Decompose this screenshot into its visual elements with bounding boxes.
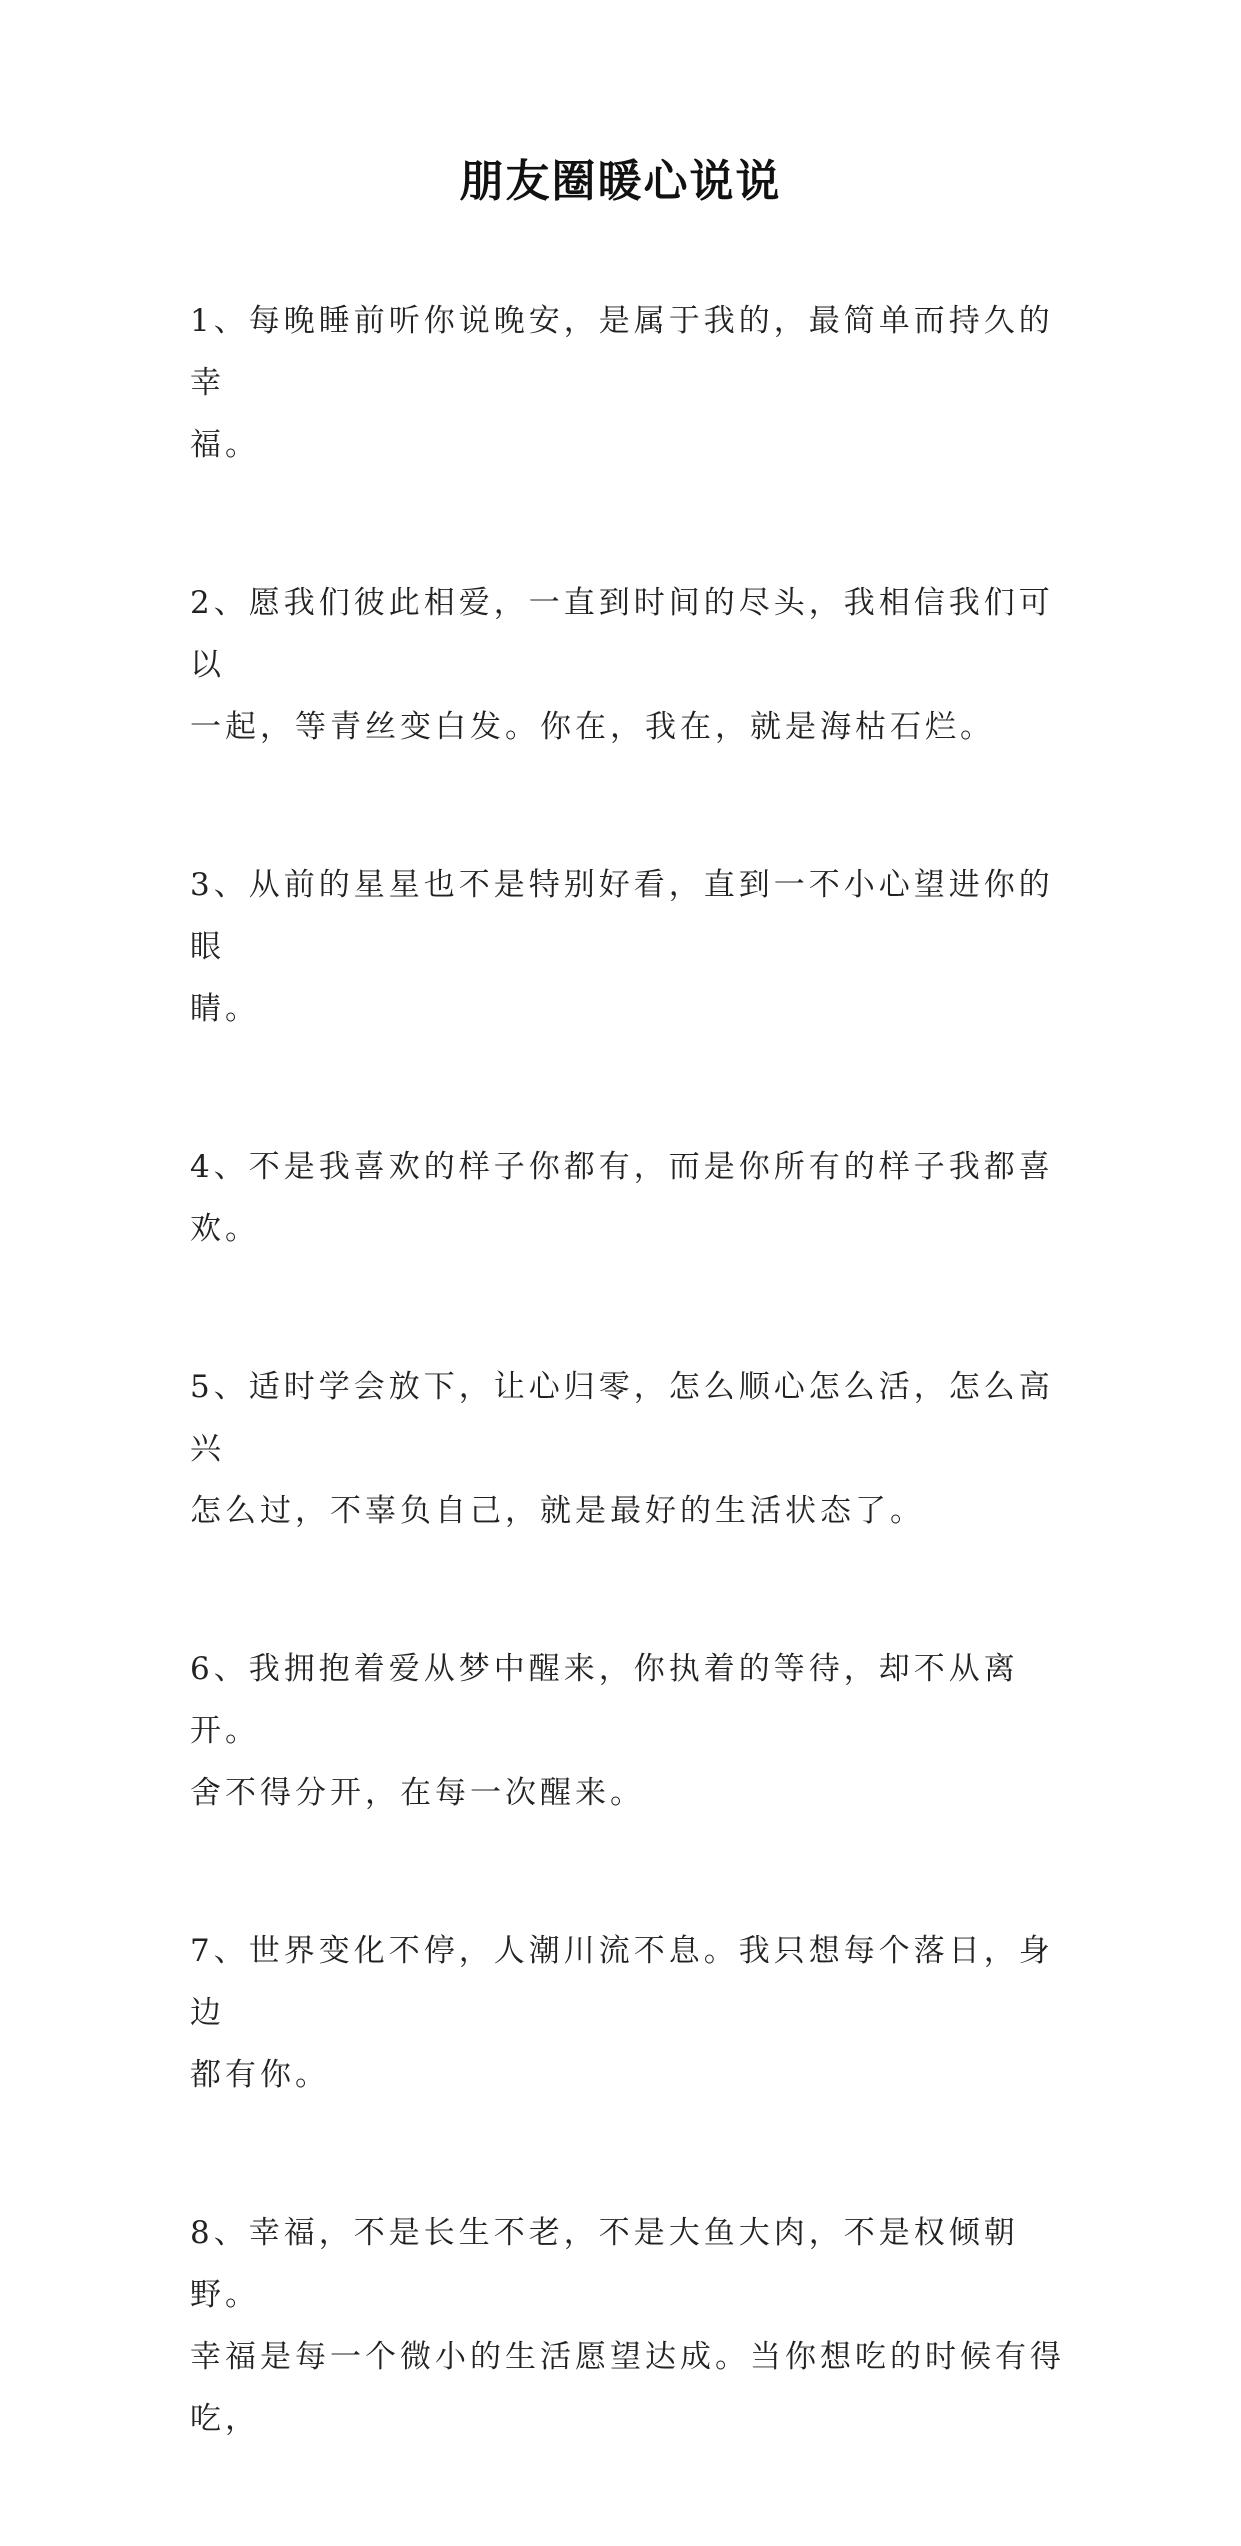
paragraph-line: 舍不得分开，在每一次醒来。 <box>190 1775 645 1811</box>
paragraph-1 <box>190 290 1070 476</box>
paragraph-2 <box>190 572 1070 758</box>
paragraph-line: 7、世界变化不停，人潮川流不息。我只想每个落日，身边 <box>190 1933 1054 2031</box>
paragraph-line: 6、我拥抱着爱从梦中醒来，你执着的等待，却不从离开。 <box>190 1651 1019 1749</box>
paragraph-line: 8、幸福，不是长生不老，不是大鱼大肉，不是权倾朝野。 <box>190 2215 1019 2313</box>
paragraph-line: 一起，等青丝变白发。你在，我在，就是海枯石烂。 <box>190 709 995 745</box>
paragraph-line: 5、适时学会放下，让心归零，怎么顺心怎么活，怎么高兴 <box>190 1369 1054 1467</box>
paragraph-line: 1、每晚睡前听你说晚安，是属于我的，最简单而持久的幸 <box>190 303 1054 401</box>
paragraph-line: 2、愿我们彼此相爱，一直到时间的尽头，我相信我们可以 <box>190 585 1054 683</box>
document-body <box>190 290 1070 2546</box>
paragraph-8 <box>190 2202 1070 2450</box>
paragraph-7 <box>190 1920 1070 2106</box>
paragraph-line: 都有你。 <box>190 2057 330 2093</box>
paragraph-line: 3、从前的星星也不是特别好看，直到一不小心望进你的眼 <box>190 867 1054 965</box>
paragraph-line: 幸福是每一个微小的生活愿望达成。当你想吃的时候有得吃， <box>190 2339 1065 2437</box>
paragraph-5 <box>190 1356 1070 1542</box>
paragraph-line: 4、不是我喜欢的样子你都有，而是你所有的样子我都喜欢。 <box>190 1149 1054 1247</box>
paragraph-line: 福。 <box>190 427 260 463</box>
paragraph-6 <box>190 1638 1070 1824</box>
paragraph-4 <box>190 1136 1070 1260</box>
document-title: 朋友圈暖心说说 <box>459 156 782 207</box>
paragraph-3 <box>190 854 1070 1040</box>
paragraph-line: 睛。 <box>190 991 260 1027</box>
paragraph-line: 怎么过，不辜负自己，就是最好的生活状态了。 <box>190 1493 925 1529</box>
